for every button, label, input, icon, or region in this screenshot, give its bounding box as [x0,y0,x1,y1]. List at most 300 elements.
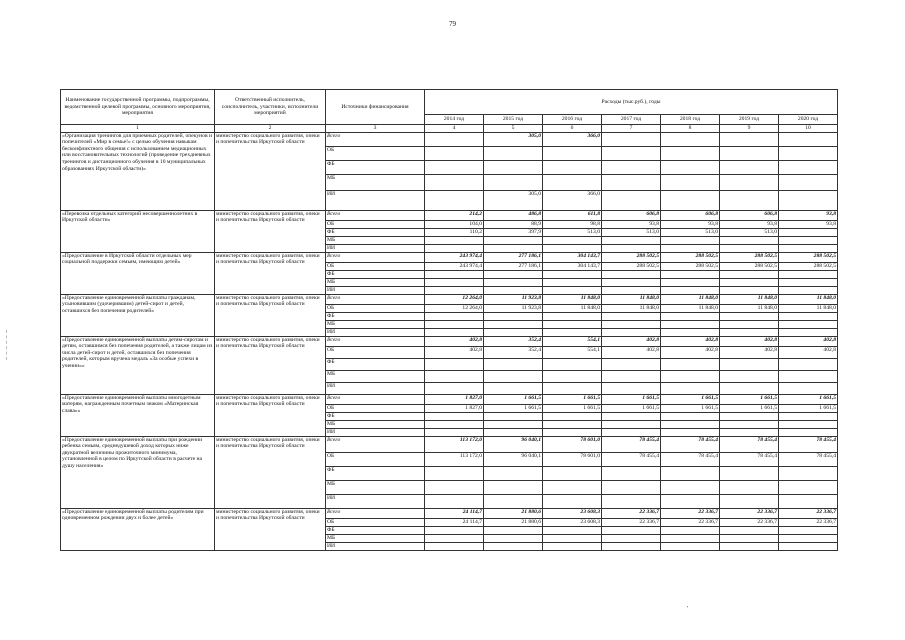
amount-cell: 104,0 [425,220,484,228]
funding-source: МБ [326,480,425,494]
amount-cell [661,146,720,160]
amount-cell: 93,8 [779,220,838,228]
amount-cell [602,160,661,174]
amount-cell [543,382,602,394]
amount-cell [779,328,838,336]
header-program-name: Наименование государственной программы, подпрограммы, ведомственной целевой программы, основного мероприятия, мероприятия [61,90,215,125]
amount-cell [602,420,661,428]
header-year: 2014 год [425,115,484,125]
amount-cell [543,160,602,174]
amount-cell [543,428,602,436]
item-name: «Предоставление единовременной выплаты детям-сиротам и детям, оставшимся без попечения родителей, а также лицам из числа детей-сирот и детей, оставшихся без попечения родителей, которым вручена медаль «За особые успехи в учении»» [61,336,215,394]
amount-cell [779,420,838,428]
table-row [61,436,838,452]
amount-cell [543,526,602,534]
amount-cell [484,466,543,480]
column-number: 5 [484,125,543,133]
item-name: «Предоставление единовременной выплаты многодетным матерям, награжденным почетным знаком «Материнская слава»» [61,394,215,436]
amount-cell [543,270,602,278]
column-number: 2 [215,125,326,133]
amount-cell: 1 827,0 [425,394,484,404]
amount-cell [661,278,720,286]
amount-cell [602,244,661,252]
funding-source: ОБ [326,346,425,358]
amount-cell [543,286,602,294]
table-row [61,508,838,518]
amount-cell [779,370,838,382]
amount-cell: 11 848,0 [779,294,838,304]
amount-cell: 402,8 [661,336,720,346]
amount-cell: 277 186,1 [484,262,543,270]
header-executor: Ответственный исполнитель, соисполнитель, участники, исполнители мероприятий [215,90,326,125]
amount-cell [425,312,484,320]
amount-cell [661,190,720,210]
amount-cell [602,480,661,494]
amount-cell [602,466,661,480]
amount-cell: 288 502,5 [661,262,720,270]
amount-cell [425,160,484,174]
amount-cell [602,358,661,370]
table-row [61,336,838,346]
amount-cell [720,534,779,542]
amount-cell: 11 848,0 [602,294,661,304]
amount-cell: 397,9 [484,228,543,236]
amount-cell: 96 040,1 [484,452,543,466]
funding-source: ОБ [326,220,425,228]
amount-cell: 11 923,8 [484,304,543,312]
amount-cell [661,328,720,336]
amount-cell: 305,0 [484,190,543,210]
amount-cell: 93,8 [602,220,661,228]
amount-cell [484,534,543,542]
amount-cell [779,236,838,244]
amount-cell: 78 455,4 [779,436,838,452]
amount-cell: 402,8 [661,346,720,358]
amount-cell: 78 455,4 [602,436,661,452]
amount-cell: 11 848,0 [779,304,838,312]
amount-cell: 78 601,0 [543,436,602,452]
amount-cell [602,132,661,146]
amount-cell [779,412,838,420]
table-row [61,210,838,220]
item-executor: министерство социального развития, опеки и попечительства Иркутской области [215,210,326,252]
amount-cell [543,320,602,328]
amount-cell [720,270,779,278]
amount-cell [425,428,484,436]
amount-cell [484,146,543,160]
amount-cell [425,236,484,244]
amount-cell [720,412,779,420]
amount-cell [602,146,661,160]
funding-source: ФБ [326,466,425,480]
amount-cell [720,278,779,286]
amount-cell [425,534,484,542]
amount-cell: 606,8 [602,210,661,220]
amount-cell: 214,2 [425,210,484,220]
item-executor: министерство социального развития, опеки и попечительства Иркутской области [215,508,326,550]
amount-cell [484,160,543,174]
amount-cell: 93,8 [661,220,720,228]
amount-cell: 402,8 [720,346,779,358]
column-number: 8 [661,125,720,133]
amount-cell: 1 661,5 [661,394,720,404]
amount-cell [720,480,779,494]
funding-source: Всего [326,210,425,220]
amount-cell: 11 848,0 [720,304,779,312]
amount-cell [602,174,661,190]
table-row [61,294,838,304]
amount-cell: 513,0 [720,228,779,236]
amount-cell [661,494,720,508]
amount-cell [779,228,838,236]
amount-cell: 305,0 [484,132,543,146]
amount-cell [484,370,543,382]
amount-cell: 366,0 [543,132,602,146]
amount-cell [543,236,602,244]
funding-source: ФБ [326,358,425,370]
item-name: «Предоставление единовременной выплаты родителям при одновременном рождении двух и более детей» [61,508,215,550]
amount-cell: 93,8 [779,210,838,220]
funding-source: ОБ [326,304,425,312]
amount-cell [661,420,720,428]
header-year: 2016 год [543,115,602,125]
amount-cell [661,286,720,294]
column-number: 9 [720,125,779,133]
column-number: 10 [779,125,838,133]
amount-cell: 12 264,0 [425,304,484,312]
table-body [61,132,838,550]
item-executor: министерство социального развития, опеки и попечительства Иркутской области [215,294,326,336]
amount-cell: 402,8 [425,336,484,346]
amount-cell: 78 455,4 [661,436,720,452]
amount-cell [425,542,484,550]
amount-cell [602,370,661,382]
table-row [61,394,838,404]
amount-cell [425,526,484,534]
amount-cell [543,412,602,420]
amount-cell [425,174,484,190]
funding-source: ИИ [326,494,425,508]
funding-source: ИИ [326,190,425,210]
amount-cell [543,278,602,286]
amount-cell: 277 186,1 [484,252,543,262]
amount-cell: 1 661,5 [779,394,838,404]
amount-cell [602,534,661,542]
amount-cell [720,542,779,550]
amount-cell [425,466,484,480]
amount-cell [720,236,779,244]
header-year: 2020 год [779,115,838,125]
funding-source: МБ [326,420,425,428]
amount-cell: 1 661,5 [602,404,661,412]
amount-cell: 402,8 [425,346,484,358]
amount-cell [720,382,779,394]
amount-cell: 11 848,0 [661,304,720,312]
amount-cell [661,466,720,480]
amount-cell: 1 661,5 [543,394,602,404]
amount-cell [484,494,543,508]
amount-cell [543,312,602,320]
amount-cell [779,270,838,278]
item-executor: министерство социального развития, опеки и попечительства Иркутской области [215,132,326,210]
amount-cell [484,412,543,420]
amount-cell: 78 455,4 [720,436,779,452]
funding-source: ОБ [326,404,425,412]
table-row [61,252,838,262]
amount-cell [720,244,779,252]
header-year: 2018 год [661,115,720,125]
funding-source: ОБ [326,262,425,270]
amount-cell [425,132,484,146]
header-expenses: Расходы (тыс.руб.), годы [425,90,838,115]
header-year: 2017 год [602,115,661,125]
amount-cell [602,270,661,278]
amount-cell [602,286,661,294]
amount-cell: 23 608,3 [543,518,602,526]
amount-cell: 1 827,0 [425,404,484,412]
amount-cell [602,542,661,550]
amount-cell: 11 848,0 [720,294,779,304]
amount-cell [661,358,720,370]
amount-cell [484,286,543,294]
item-executor: министерство социального развития, опеки и попечительства Иркутской области [215,394,326,436]
amount-cell [602,320,661,328]
amount-cell: 11 848,0 [543,304,602,312]
amount-cell [779,358,838,370]
amount-cell: 366,0 [543,190,602,210]
amount-cell: 402,8 [720,336,779,346]
amount-cell: 513,0 [661,228,720,236]
item-name: «Организация тренингов для приемных родителей, опекунов и попечителей «Мир в семье!» с целью обучения навыкам бесконфликтного общения с использованием медиационных или восстановительных технологий (проведение трехдневных тренингов и дистанционного обучения в 10 муниципальных образованиях Иркутской области)» [61,132,215,210]
amount-cell: 21 880,6 [484,518,543,526]
amount-cell [602,328,661,336]
funding-source: Всего [326,436,425,452]
amount-cell [661,244,720,252]
amount-cell: 1 661,5 [779,404,838,412]
amount-cell [543,420,602,428]
table-row [61,132,838,146]
amount-cell: 22 336,7 [661,518,720,526]
funding-source: ОБ [326,452,425,466]
amount-cell [484,244,543,252]
amount-cell [661,312,720,320]
amount-cell [779,286,838,294]
funding-source: ФБ [326,312,425,320]
funding-source: МБ [326,370,425,382]
amount-cell [779,244,838,252]
amount-cell: 78 455,4 [720,452,779,466]
amount-cell [484,270,543,278]
amount-cell [720,358,779,370]
amount-cell [720,466,779,480]
amount-cell: 288 502,5 [661,252,720,262]
amount-cell: 1 661,5 [484,394,543,404]
amount-cell [484,328,543,336]
header-funding-source: Источники финансирования [326,90,425,125]
amount-cell: 24 114,7 [425,518,484,526]
amount-cell [602,312,661,320]
amount-cell [425,420,484,428]
amount-cell [779,174,838,190]
item-name: «Предоставление единовременной выплаты при рождении ребенка семьям, среднедушевой доход которых ниже двукратной величины прожиточного минимума, установленной в целом по Иркутской области в расчете на душу населения» [61,436,215,508]
amount-cell: 606,8 [661,210,720,220]
amount-cell [425,270,484,278]
amount-cell [602,526,661,534]
amount-cell [602,190,661,210]
amount-cell [720,174,779,190]
amount-cell [779,312,838,320]
funding-source: ОБ [326,518,425,526]
funding-source: Всего [326,252,425,262]
amount-cell: 288 502,5 [602,262,661,270]
funding-source: Всего [326,394,425,404]
amount-cell [779,466,838,480]
amount-cell: 113 172,0 [425,436,484,452]
amount-cell [602,236,661,244]
amount-cell: 113 172,0 [425,452,484,466]
amount-cell [779,132,838,146]
funding-source: ФБ [326,412,425,420]
funding-source: МБ [326,236,425,244]
amount-cell [543,480,602,494]
funding-source: Всего [326,294,425,304]
amount-cell: 304 143,7 [543,262,602,270]
amount-cell [425,244,484,252]
amount-cell [661,428,720,436]
funding-source: ИИ [326,542,425,550]
amount-cell [779,542,838,550]
amount-cell: 402,8 [779,346,838,358]
amount-cell [779,428,838,436]
amount-cell [661,370,720,382]
funding-source: ИИ [326,286,425,294]
item-executor: министерство социального развития, опеки и попечительства Иркутской области [215,252,326,294]
amount-cell: 554,1 [543,346,602,358]
amount-cell [720,328,779,336]
amount-cell: 12 264,0 [425,294,484,304]
amount-cell [661,174,720,190]
amount-cell [779,534,838,542]
amount-cell [720,160,779,174]
amount-cell [661,412,720,420]
scan-mark: ' [687,606,689,612]
amount-cell: 1 661,5 [543,404,602,412]
page-number: 79 [449,20,456,28]
amount-cell [484,236,543,244]
amount-cell: 22 336,7 [661,508,720,518]
amount-cell: 98,8 [543,220,602,228]
amount-cell [425,412,484,420]
amount-cell: 352,4 [484,336,543,346]
amount-cell: 288 502,5 [720,252,779,262]
amount-cell: 93,8 [720,220,779,228]
item-executor: министерство социального развития, опеки и попечительства Иркутской области [215,436,326,508]
amount-cell [720,132,779,146]
amount-cell: 11 848,0 [602,304,661,312]
amount-cell [425,494,484,508]
amount-cell [543,146,602,160]
amount-cell: 402,8 [779,336,838,346]
amount-cell: 11 848,0 [543,294,602,304]
funding-source: Всего [326,508,425,518]
amount-cell [425,278,484,286]
amount-cell [779,480,838,494]
amount-cell [484,542,543,550]
amount-cell: 78 455,4 [779,452,838,466]
funding-source: ИИ [326,328,425,336]
amount-cell [661,160,720,174]
amount-cell: 22 336,7 [779,508,838,518]
amount-cell: 352,4 [484,346,543,358]
amount-cell: 1 661,5 [602,394,661,404]
funding-source: МБ [326,320,425,328]
amount-cell: 288 502,5 [779,262,838,270]
amount-cell [543,174,602,190]
amount-cell [661,270,720,278]
amount-cell [720,370,779,382]
column-number: 7 [602,125,661,133]
amount-cell [484,320,543,328]
amount-cell [425,370,484,382]
amount-cell [425,328,484,336]
funding-source: ИИ [326,428,425,436]
amount-cell [661,320,720,328]
amount-cell [425,320,484,328]
funding-source: ФБ [326,160,425,174]
amount-cell [484,420,543,428]
amount-cell: 288 502,5 [720,262,779,270]
header-year: 2019 год [720,115,779,125]
amount-cell: 402,8 [602,336,661,346]
amount-cell: 96 040,1 [484,436,543,452]
amount-cell [720,190,779,210]
amount-cell [602,278,661,286]
amount-cell: 78 455,4 [602,452,661,466]
amount-cell [779,190,838,210]
item-name: «Перевозка отдельных категорий несовершеннолетних в Иркутской области» [61,210,215,252]
amount-cell [543,358,602,370]
amount-cell [661,132,720,146]
amount-cell: 1 661,5 [661,404,720,412]
amount-cell: 243 974,4 [425,252,484,262]
amount-cell: 304 143,7 [543,252,602,262]
amount-cell [720,312,779,320]
amount-cell [602,382,661,394]
amount-cell: 110,2 [425,228,484,236]
amount-cell [484,278,543,286]
amount-cell [720,146,779,160]
amount-cell [543,244,602,252]
amount-cell [425,480,484,494]
amount-cell: 513,0 [543,228,602,236]
amount-cell: 88,9 [484,220,543,228]
funding-source: Всего [326,336,425,346]
amount-cell [720,428,779,436]
item-executor: министерство социального развития, опеки и попечительства Иркутской области [215,336,326,394]
amount-cell [484,480,543,494]
amount-cell [602,428,661,436]
funding-source: МБ [326,534,425,542]
amount-cell: 606,8 [720,210,779,220]
funding-source: МБ [326,278,425,286]
amount-cell [661,542,720,550]
amount-cell: 1 661,5 [484,404,543,412]
amount-cell [661,526,720,534]
amount-cell [720,286,779,294]
item-name: «Предоставление единовременной выплаты гражданам, усыновившим (удочерившим) детей-сирот и детей, оставшихся без попечения родителей» [61,294,215,336]
amount-cell [543,328,602,336]
amount-cell: 11 848,0 [661,294,720,304]
